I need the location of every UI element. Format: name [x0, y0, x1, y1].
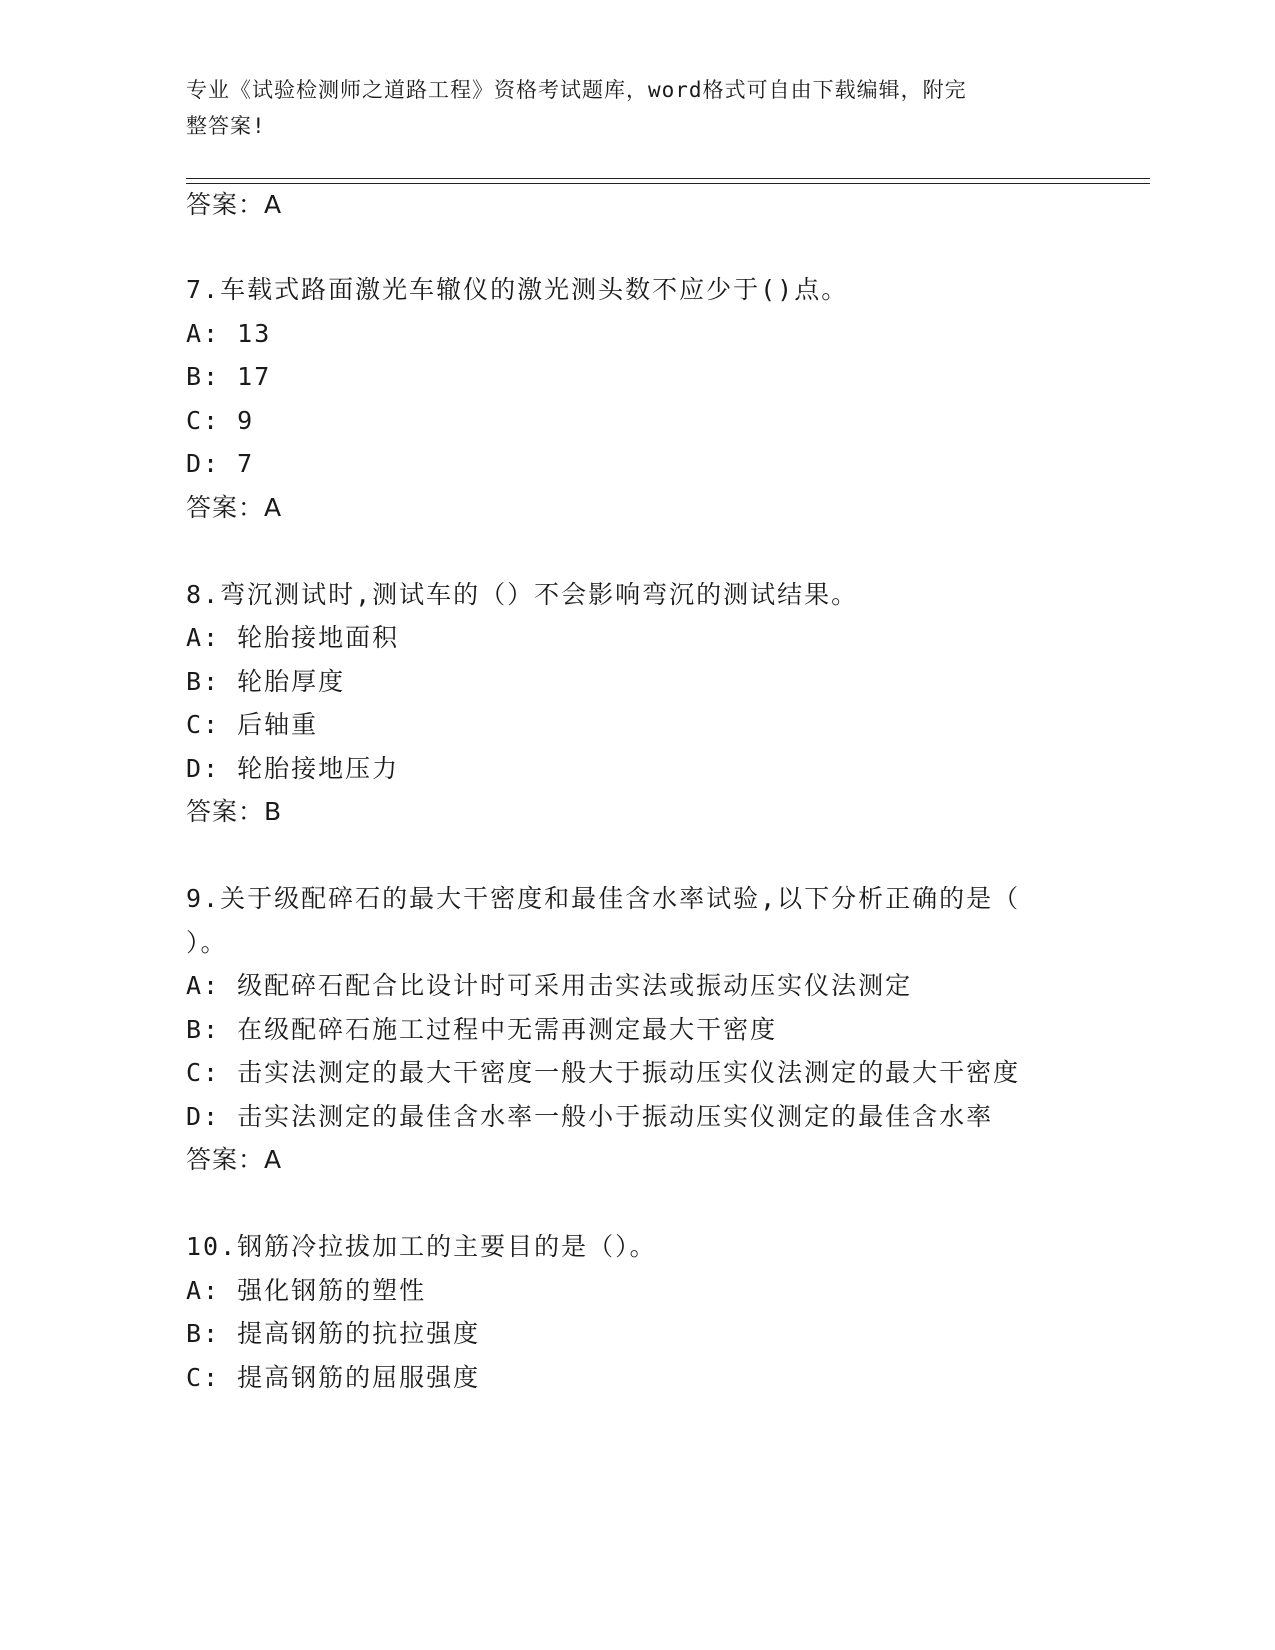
option-a: A: 13 — [186, 319, 272, 348]
answer-line: 答案：A — [186, 190, 283, 219]
option-c: C: 后轴重 — [186, 710, 319, 739]
option-b: B: 17 — [186, 362, 272, 391]
option-c: C: 击实法测定的最大干密度一般大于振动压实仪法测定的最大干密度 — [186, 1058, 1021, 1087]
option-b: B: 轮胎厚度 — [186, 667, 346, 696]
header-rule-top — [186, 178, 1150, 179]
option-d: D: 7 — [186, 449, 255, 478]
question-stem: 7.车载式路面激光车辙仪的激光测头数不应少于()点。 — [186, 275, 849, 304]
option-d: D: 轮胎接地压力 — [186, 754, 400, 783]
document-intro — [186, 72, 1086, 144]
question-stem: 10.钢筋冷拉拔加工的主要目的是（）。 — [186, 1232, 657, 1261]
option-a: A: 强化钢筋的塑性 — [186, 1276, 427, 1305]
answer-line: 答案：A — [186, 1145, 283, 1174]
question-stem-line-2: ）。 — [186, 928, 228, 957]
intro-line-2: 整答案! — [186, 114, 266, 138]
header-rule-bottom — [186, 183, 1150, 184]
question-stem: 8.弯沉测试时,测试车的（）不会影响弯沉的测试结果。 — [186, 580, 859, 609]
option-c: C: 提高钢筋的屈服强度 — [186, 1363, 481, 1392]
option-a: A: 轮胎接地面积 — [186, 623, 400, 652]
option-c: C: 9 — [186, 406, 255, 435]
answer-line: 答案：B — [186, 797, 283, 826]
option-b: B: 提高钢筋的抗拉强度 — [186, 1319, 481, 1348]
option-b: B: 在级配碎石施工过程中无需再测定最大干密度 — [186, 1015, 778, 1044]
answer-line: 答案：A — [186, 493, 283, 522]
option-a: A: 级配碎石配合比设计时可采用击实法或振动压实仪法测定 — [186, 971, 913, 1000]
option-d: D: 击实法测定的最佳含水率一般小于振动压实仪测定的最佳含水率 — [186, 1102, 994, 1131]
intro-line-1: 专业《试验检测师之道路工程》资格考试题库，word格式可自由下载编辑，附完 — [186, 78, 967, 102]
question-stem-line-1: 9.关于级配碎石的最大干密度和最佳含水率试验,以下分析正确的是（ — [186, 884, 1021, 913]
